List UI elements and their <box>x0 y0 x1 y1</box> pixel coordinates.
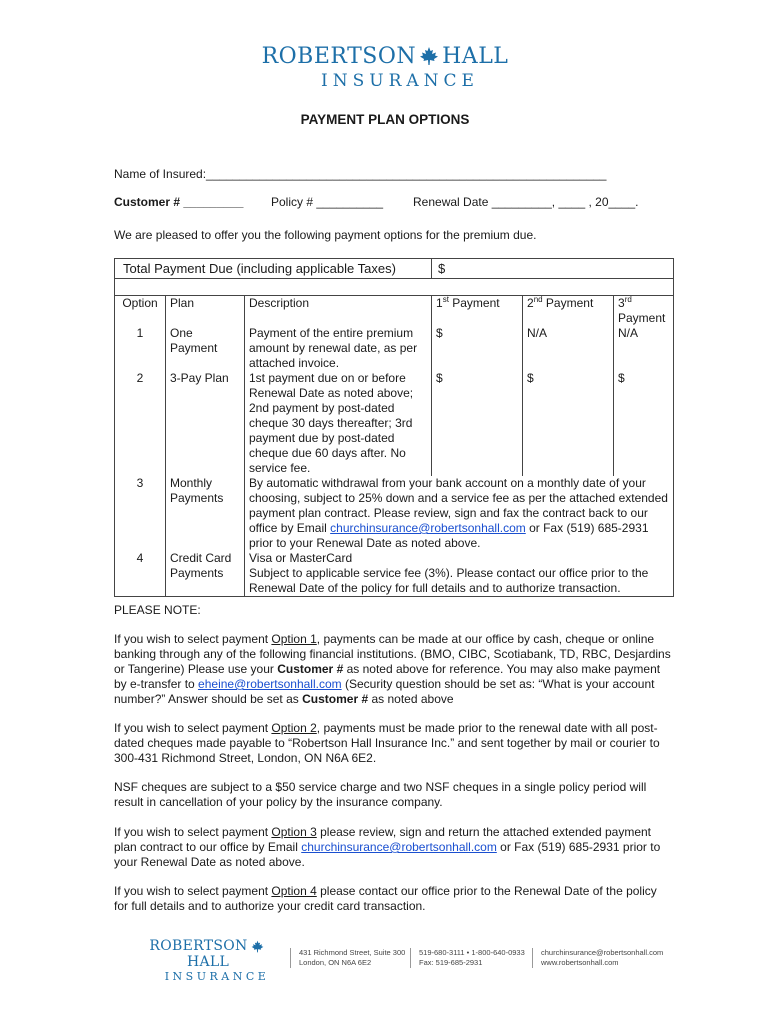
logo-word-hall: HALL <box>442 44 509 69</box>
row-option: 3 <box>115 476 166 551</box>
table-row <box>115 326 674 371</box>
company-logo <box>0 44 770 92</box>
header-first-payment: 1st Payment <box>432 296 523 327</box>
maple-leaf-icon <box>251 940 264 953</box>
row-option: 1 <box>115 326 166 371</box>
row-description: By automatic withdrawal from your bank account on a monthly date of your choosing, subject to 25% down and a service fee as per the attached extended payment plan contract. Please review, sign and fax the contract back to our office by Email churchinsurance@robertsonhall.com or Fax (519) 685-2931 prior to your Renewal Date as noted above. <box>245 476 674 551</box>
header-second-payment: 2nd Payment <box>523 296 614 327</box>
insured-name-field[interactable]: Name of Insured:____________________________________________________________ <box>114 167 607 181</box>
footer-logo: ROBERTSONHALL INSURANCE <box>149 938 270 983</box>
note-nsf: NSF cheques are subject to a $50 service charge and two NSF cheques in a single policy period will result in cancellation of your policy by the insurance company. <box>114 780 647 809</box>
row-second-payment[interactable]: $ <box>523 371 614 476</box>
footer-phone: 519-680-3111 • 1-800-640-0933 Fax: 519-685-2931 <box>410 948 525 968</box>
row-description: Visa or MasterCard Subject to applicable service fee (3%). Please contact our office prior to the Renewal Date of the policy for full details and to authorize transaction. <box>245 551 674 597</box>
payment-options-table <box>114 258 674 597</box>
total-label: Total Payment Due (including applicable Taxes) <box>115 259 432 279</box>
table-row <box>115 476 674 551</box>
row-first-payment[interactable]: $ <box>432 326 523 371</box>
renewal-date-field[interactable]: Renewal Date _________, ____ , 20____. <box>413 195 639 209</box>
row-option: 2 <box>115 371 166 476</box>
note-option-1: If you wish to select payment Option 1, payments can be made at our office by cash, cheque or online banking through any of the following financial institutions. (BMO, CIBC, Scotiabank, TD, RBC, Desjardins or Tangerine) Please use your Customer # as noted above for reference. You may also make payment by e-transfer to eheine@robertsonhall.com (Security question should be set as: “What is your account number?” Answer should be set as Customer # as noted above <box>114 632 671 706</box>
total-row <box>115 259 674 279</box>
row-description: 1st payment due on or before Renewal Date as noted above; 2nd payment by post-dated cheque 30 days thereafter; 3rd payment due by post-dated cheque due 60 days after. No service fee. <box>245 371 432 476</box>
email-link[interactable]: eheine@robertsonhall.com <box>198 677 342 691</box>
header-plan: Plan <box>166 296 245 327</box>
footer <box>0 938 770 983</box>
logo-word-insurance: INSURANCE <box>321 71 479 91</box>
logo-word-robertson: ROBERTSON <box>261 44 417 69</box>
header-description: Description <box>245 296 432 327</box>
row-first-payment[interactable]: $ <box>432 371 523 476</box>
maple-leaf-icon <box>419 46 439 66</box>
note-option-4: If you wish to select payment Option 4 please contact our office prior to the Renewal Date of the policy for full details and to authorize your credit card transaction. <box>114 884 657 913</box>
customer-number-field[interactable]: Customer # _________ <box>114 195 244 209</box>
intro-text: We are pleased to offer you the following payment options for the premium due. <box>114 228 537 242</box>
table-row <box>115 551 674 597</box>
header-third-payment: 3rd Payment <box>614 296 674 327</box>
header-option: Option <box>115 296 166 327</box>
row-plan: Credit Card Payments <box>166 551 245 597</box>
email-link[interactable]: churchinsurance@robertsonhall.com <box>330 521 526 535</box>
row-plan: Monthly Payments <box>166 476 245 551</box>
note-heading: PLEASE NOTE: <box>114 603 201 617</box>
total-value-field[interactable]: $ <box>432 259 674 279</box>
policy-number-field[interactable]: Policy # __________ <box>271 195 384 209</box>
note-option-3: If you wish to select payment Option 3 please review, sign and return the attached extended payment plan contract to our office by Email churchinsurance@robertsonhall.com or Fax (519) 685-2931 prior to your Renewal Date as noted above. <box>114 825 661 869</box>
row-description: Payment of the entire premium amount by renewal date, as per attached invoice. <box>245 326 432 371</box>
footer-address: 431 Richmond Street, Suite 300 London, ON N6A 6E2 <box>290 948 405 968</box>
table-row <box>115 371 674 476</box>
row-plan: One Payment <box>166 326 245 371</box>
email-link[interactable]: churchinsurance@robertsonhall.com <box>301 840 497 854</box>
row-plan: 3-Pay Plan <box>166 371 245 476</box>
row-option: 4 <box>115 551 166 597</box>
row-second-payment: N/A <box>523 326 614 371</box>
footer-web: churchinsurance@robertsonhall.com www.robertsonhall.com <box>532 948 663 968</box>
note-option-2: If you wish to select payment Option 2, payments must be made prior to the renewal date with all post-dated cheques made payable to “Robertson Hall Insurance Inc.” and sent together by mail or courier to 300-431 Richmond Street, London, ON N6A 6E2. <box>114 721 660 765</box>
header-row <box>115 296 674 327</box>
row-third-payment[interactable]: $ <box>614 371 674 476</box>
row-third-payment: N/A <box>614 326 674 371</box>
page-title: PAYMENT PLAN OPTIONS <box>300 112 470 127</box>
